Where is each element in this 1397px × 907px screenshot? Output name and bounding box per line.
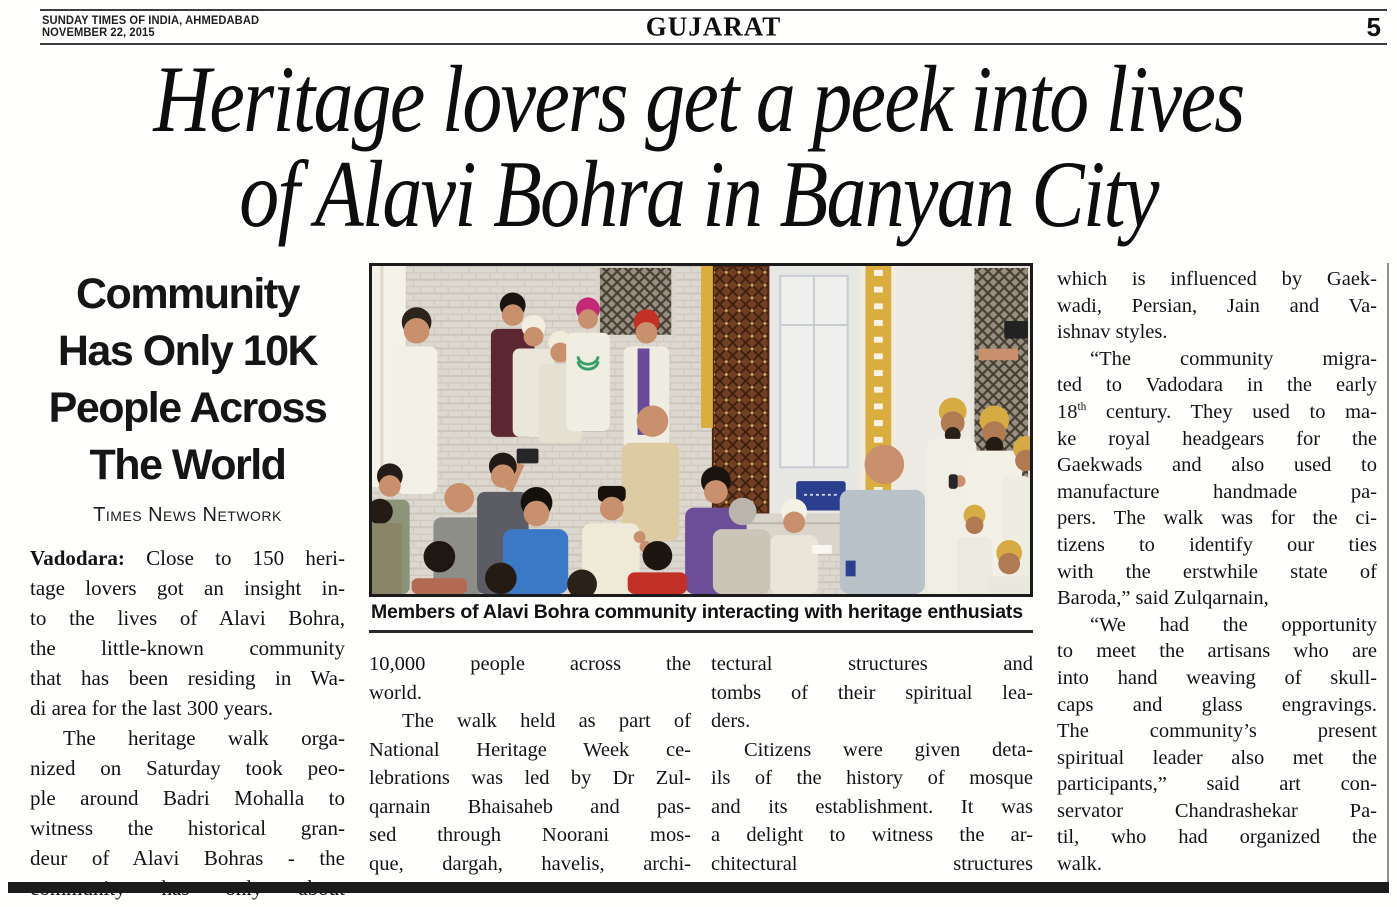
edition-line: SUNDAY TIMES OF INDIA, AHMEDABAD <box>42 14 260 27</box>
date-line: NOVEMBER 22, 2015 <box>42 27 155 39</box>
right-column <box>1057 263 1389 883</box>
left-column-text: Vadodara: Close to 150 heri- tage lovers got an insight in- to the lives of Alavi Bohra, the little-known community that has been residing in Wa- di area for the last 300 years. The heritage walk orga- nized on Saturday took peo- ple around Badri Mohalla to witness the historical gran- deur of Alavi Bohras - the <box>30 546 345 870</box>
deck-subheadline: Community Has Only 10K People Across The World <box>48 270 327 489</box>
middle-columns <box>369 650 1033 878</box>
middle-section <box>369 263 1033 878</box>
article-photo <box>369 263 1033 597</box>
article-body <box>30 263 1397 903</box>
main-headline <box>0 46 1397 247</box>
photo-caption: Members of Alavi Bohra community interacting with heritage enthusiats <box>369 597 1033 633</box>
left-column <box>30 263 345 903</box>
masthead <box>40 9 1387 45</box>
byline: Times News Network <box>93 504 282 526</box>
section-title: GUJARAT <box>645 11 782 42</box>
middle-column-1-text: 10,000 people across the world. The walk held as part of National Heritage Week ce- lebrations was led by Dr Zul- qarnain Bhaisaheb and pas- sed through Noorani mos- que, dargah, havelis, archi- <box>369 653 691 875</box>
middle-column-2-text: tectural structures and tombs of their spiritual lea- ders. Citizens were given deta- ils of the history of mosque and its establishment. It was a delight to witness the ar- chitectural structures <box>711 653 1033 875</box>
right-column-text: which is influenced by Gaek- wadi, Persian, Jain and Va- ishnav styles. “The community migra- ted to Vadodara in the early 18th century. They used to ma- ke royal headgears for the Gaekwads and also used to manufacture handmade pa- pers. The walk was for the ci- tizens to identify our ties with the erstwhile state of Baroda,” said Zulqarnain, “We had the opportunity to meet the artisans who are into hand weaving of skull- caps and glass engravings. The community’s present spiritual leader also met the participants,” said art con- servator Chandrashekar Pa- til, who had organized the walk. <box>1057 268 1377 876</box>
page-number: 5 <box>1366 11 1381 42</box>
photo-illustration <box>372 266 1030 594</box>
bottom-rule <box>8 882 1389 893</box>
headline-line-1: Heritage lovers get a peek into lives <box>153 46 1244 152</box>
edition-dateline <box>42 15 259 40</box>
headline-line-2: of Alavi Bohra in Banyan City <box>239 141 1158 247</box>
